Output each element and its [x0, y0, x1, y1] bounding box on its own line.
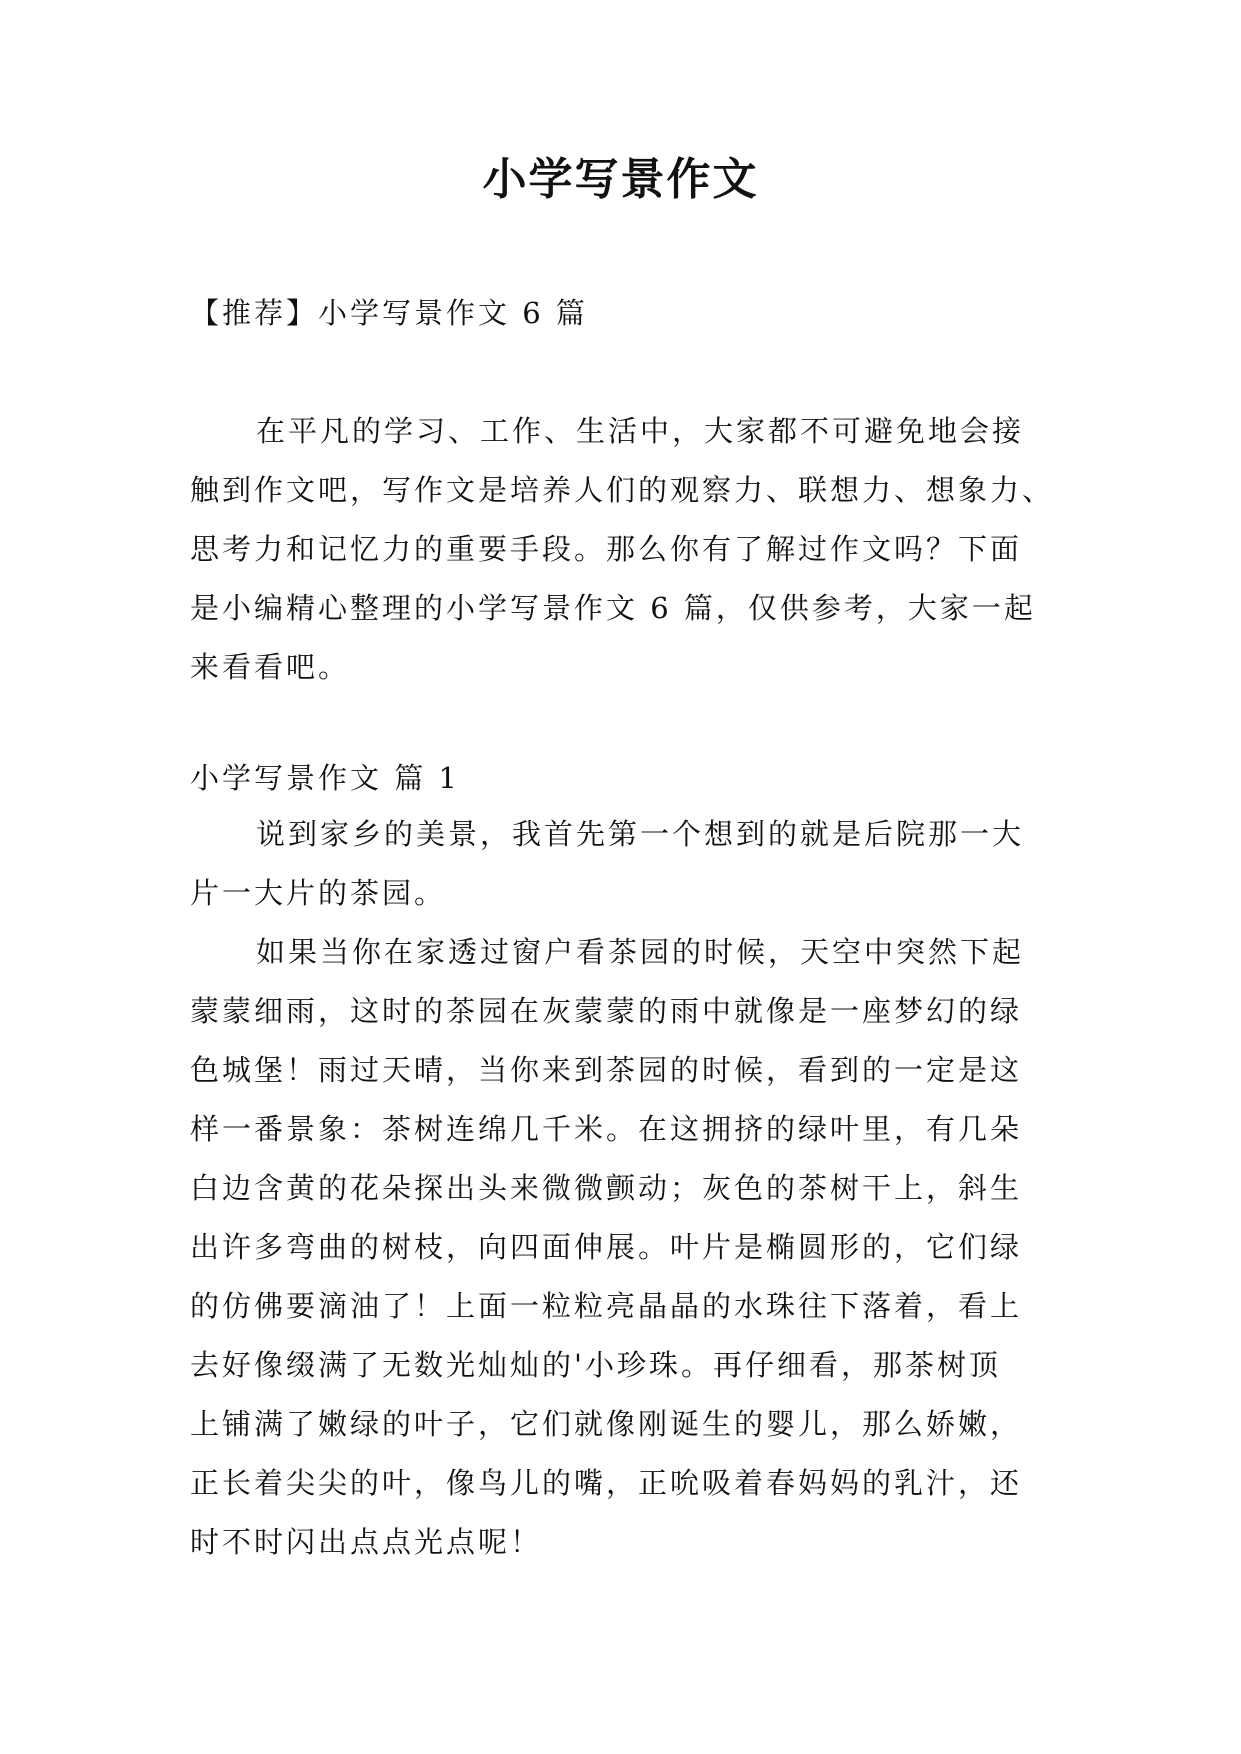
intro-line: 在平凡的学习、工作、生活中，大家都不可避免地会接	[256, 414, 1025, 448]
intro-line: 触到作文吧，写作文是培养人们的观察力、联想力、想象力、	[190, 473, 1055, 507]
paragraph-line: 白边含黄的花朵探出头来微微颤动；灰色的茶树干上，斜生	[190, 1171, 1023, 1205]
paragraph-line: 上铺满了嫩绿的叶子，它们就像刚诞生的婴儿，那么娇嫩，	[190, 1407, 1023, 1441]
essay-paragraph-1	[190, 805, 1070, 923]
intro-line: 思考力和记忆力的重要手段。那么你有了解过作文吗？下面	[190, 532, 1023, 566]
paragraph-line: 如果当你在家透过窗户看茶园的时候，天空中突然下起	[256, 935, 1025, 969]
paragraph-line: 出许多弯曲的树枝，向四面伸展。叶片是椭圆形的，它们绿	[190, 1230, 1023, 1264]
document-title: 小学写景作文	[482, 154, 759, 205]
paragraph-line: 样一番景象：茶树连绵几千米。在这拥挤的绿叶里，有几朵	[190, 1112, 1023, 1146]
paragraph-line: 色城堡！雨过天晴，当你来到茶园的时候，看到的一定是这	[190, 1053, 1023, 1087]
paragraph-line: 去好像缀满了无数光灿灿的'小珍珠。再仔细看，那茶树顶	[190, 1348, 1001, 1382]
intro-line: 来看看吧。	[190, 650, 351, 684]
paragraph-line: 片一大片的茶园。	[190, 876, 447, 910]
paragraph-line: 正长着尖尖的叶，像鸟儿的嘴，正吮吸着春妈妈的乳汁，还	[190, 1466, 1023, 1500]
intro-paragraph	[190, 402, 1070, 697]
essay-paragraph-2	[190, 923, 1070, 1572]
paragraph-line: 说到家乡的美景，我首先第一个想到的就是后院那一大	[256, 817, 1025, 851]
document-subtitle: 【推荐】小学写景作文 6 篇	[190, 296, 588, 330]
paragraph-line: 时不时闪出点点光点呢！	[190, 1525, 543, 1559]
paragraph-line: 蒙蒙细雨，这时的茶园在灰蒙蒙的雨中就像是一座梦幻的绿	[190, 994, 1023, 1028]
intro-line: 是小编精心整理的小学写景作文 6 篇，仅供参考，大家一起	[190, 591, 1036, 625]
section-heading: 小学写景作文 篇 1	[190, 761, 460, 795]
paragraph-line: 的仿佛要滴油了！上面一粒粒亮晶晶的水珠往下落着，看上	[190, 1289, 1023, 1323]
